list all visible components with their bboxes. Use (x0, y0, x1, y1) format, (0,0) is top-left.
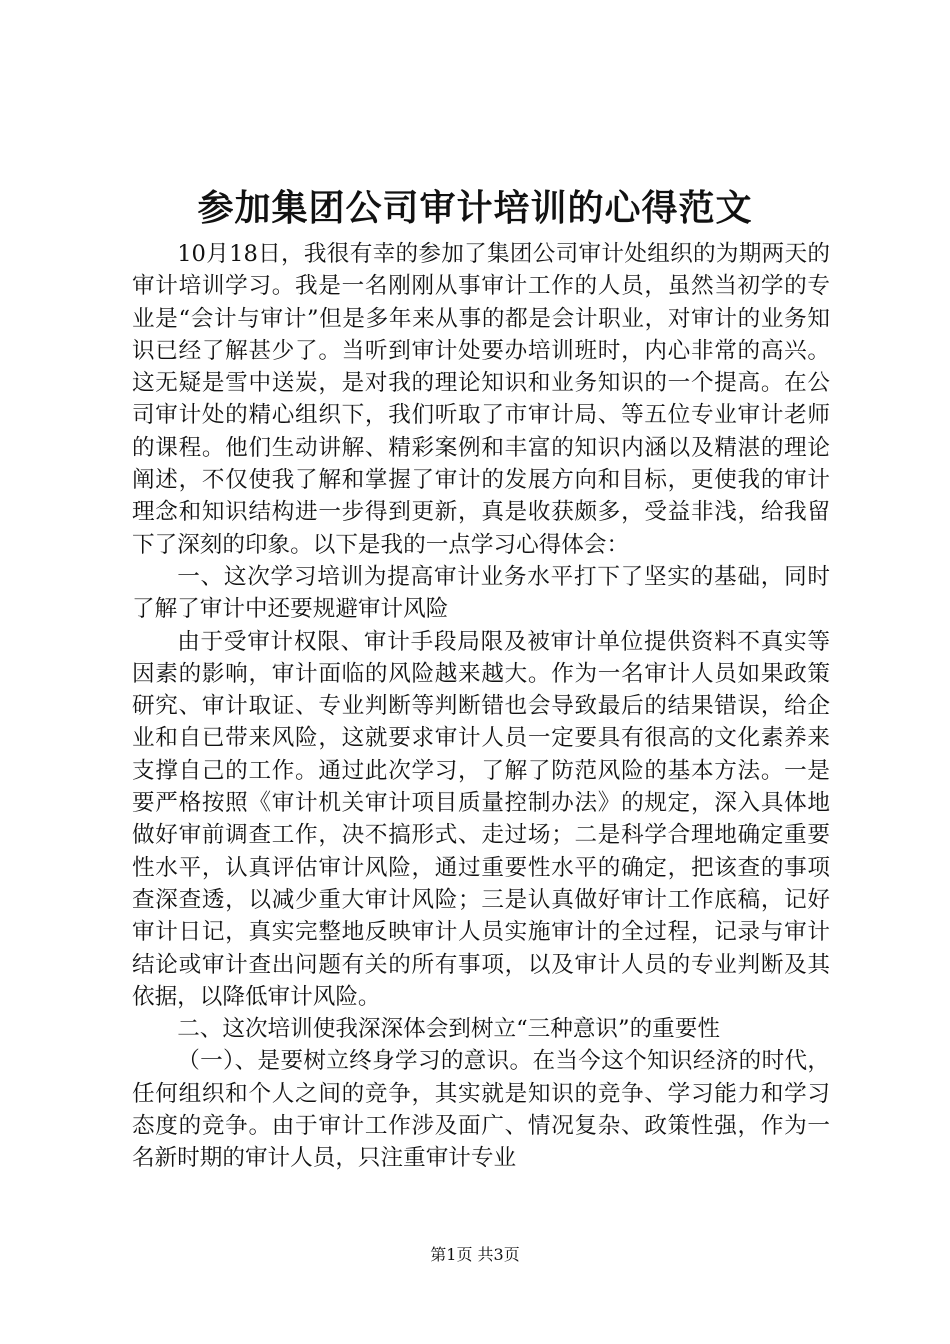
document-title: 参加集团公司审计培训的心得范文 (197, 187, 753, 229)
paragraph-heading-two: 二、这次培训使我深深体会到树立“三种意识”的重要性 (177, 1016, 720, 1043)
paragraph-intro: 10月18日，我很有幸的参加了集团公司审计处组织的为期两天的审计培训学习。我是一名刚刚从事审计工作的人员，虽然当初学的专业是“会计与审计”但是多年来从事的都是会计职业，对审计的业务知识已经了解甚少了。当听到审计处要办培训班时，内心非常的高兴。这无疑是雪中送炭，是对我的理论知识和业务知识的一个提高。在公司审计处的精心组织下，我们听取了市审计局、等五位专业审计老师的课程。他们生动讲解、精彩案例和丰富的知识内涵以及精湛的理论阐述，不仅使我了解和掌握了审计的发展方向和目标，更使我的审计理念和知识结构进一步得到更新，真是收获颇多，受益非浅，给我留下了深刻的印象。以下是我的一点学习心得体会： (132, 241, 830, 558)
document-body (132, 238, 830, 1175)
paragraph-learning: （一）、是要树立终身学习的意识。在当今这个知识经济的时代，任何组织和个人之间的竞争，其实就是知识的竞争、学习能力和学习态度的竞争。由于审计工作涉及面广、情况复杂、政策性强，作为一名新时期的审计人员，只注重审计专业 (132, 1048, 830, 1172)
paragraph-heading-one: 一、这次学习培训为提高审计业务水平打下了坚实的基础，同时了解了审计中还要规避审计风险 (132, 563, 830, 623)
page-number-footer: 第1页 共3页 (430, 1245, 520, 1264)
paragraph-risk: 由于受审计权限、审计手段局限及被审计单位提供资料不真实等因素的影响，审计面临的风险越来越大。作为一名审计人员如果政策研究、审计取证、专业判断等判断错也会导致最后的结果错误，给企业和自已带来风险，这就要求审计人员一定要具有很高的文化素养来支撑自己的工作。通过此次学习，了解了防范风险的基本方法。一是要严格按照《审计机关审计项目质量控制办法》的规定，深入具体地做好审前调查工作，决不搞形式、走过场；二是科学合理地确定重要性水平，认真评估审计风险，通过重要性水平的确定，把该查的事项查深查透，以减少重大审计风险；三是认真做好审计工作底稿，记好审计日记，真实完整地反映审计人员实施审计的全过程，记录与审计结论或审计查出问题有关的所有事项，以及审计人员的专业判断及其依据，以降低审计风险。 (132, 628, 830, 1010)
